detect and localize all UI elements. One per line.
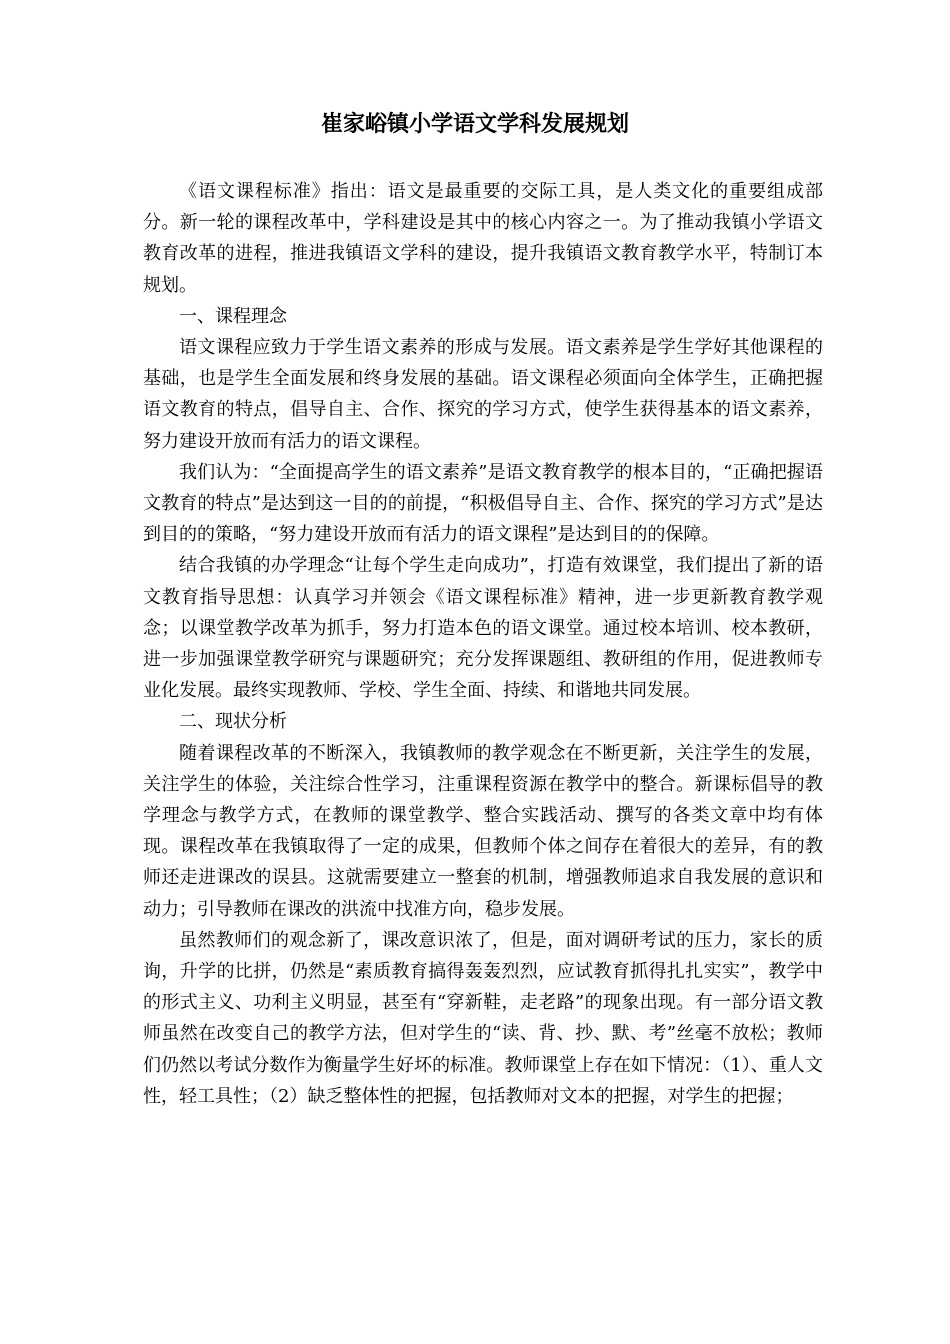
paragraph: 语文课程应致力于学生语文素养的形成与发展。语文素养是学生学好其他课程的基础，也是学生全面发展和终身发展的基础。语文课程必须面向全体学生，正确把握语文教育的特点，倡导自主、合作、探究的学习方式，使学生获得基本的语文素养，努力建设开放而有活力的语文课程。 [143,337,823,452]
paragraph: 虽然教师们的观念新了，课改意识浓了，但是，面对调研考试的压力，家长的质询，升学的比拼，仍然是“素质教育搞得轰轰烈烈，应试教育抓得扎扎实实”，教学中的形式主义、功利主义明显，甚至有“穿新鞋，走老路”的现象出现。有一部分语文教师虽然在改变自己的教学方法，但对学生的“读、背、抄、默、考”丝毫不放松；教师们仍然以考试分数作为衡量学生好坏的标准。教师课堂上存在如下情况：（1）、重人文性，轻工具性；（2）缺乏整体性的把握，包括教师对文本的把握，对学生的把握； [143,929,823,1107]
paragraph-intro: 《语文课程标准》指出：语文是最重要的交际工具，是人类文化的重要组成部分。新一轮的课程改革中，学科建设是其中的核心内容之一。为了推动我镇小学语文教育改革的进程，推进我镇语文学科的建设，提升我镇语文教育教学水平，特制订本规划。 [143,181,823,296]
paragraph: 结合我镇的办学理念“让每个学生走向成功”，打造有效课堂，我们提出了新的语文教育指导思想：认真学习并领会《语文课程标准》精神，进一步更新教育教学观念；以课堂教学改革为抓手，努力打造本色的语文课堂。通过校本培训、校本教研，进一步加强课堂教学研究与课题研究；充分发挥课题组、教研组的作用，促进教师专业化发展。最终实现教师、学校、学生全面、持续、和谐地共同发展。 [143,555,823,702]
section-heading-1: 一、课程理念 [179,305,287,327]
paragraph: 随着课程改革的不断深入，我镇教师的教学观念在不断更新，关注学生的发展，关注学生的体验，关注综合性学习，注重课程资源在教学中的整合。新课标倡导的教学理念与教学方式，在教师的课堂教学、整合实践活动、撰写的各类文章中均有体现。课程改革在我镇取得了一定的成果，但教师个体之间存在着很大的差异，有的教师还走进课改的误县。这就需要建立一整套的机制，增强教师追求自我发展的意识和动力；引导教师在课改的洪流中找准方向，稳步发展。 [143,742,823,920]
paragraph: 我们认为：“全面提高学生的语文素养”是语文教育教学的根本目的，“正确把握语文教育的特点”是达到这一目的的前提，“积极倡导自主、合作、探究的学习方式”是达到目的的策略，“努力建设开放而有活力的语文课程”是达到目的的保障。 [143,461,823,546]
document-body [143,176,823,1112]
page-title: 崔家峪镇小学语文学科发展规划 [320,112,629,137]
section-heading-2: 二、现状分析 [179,711,287,733]
